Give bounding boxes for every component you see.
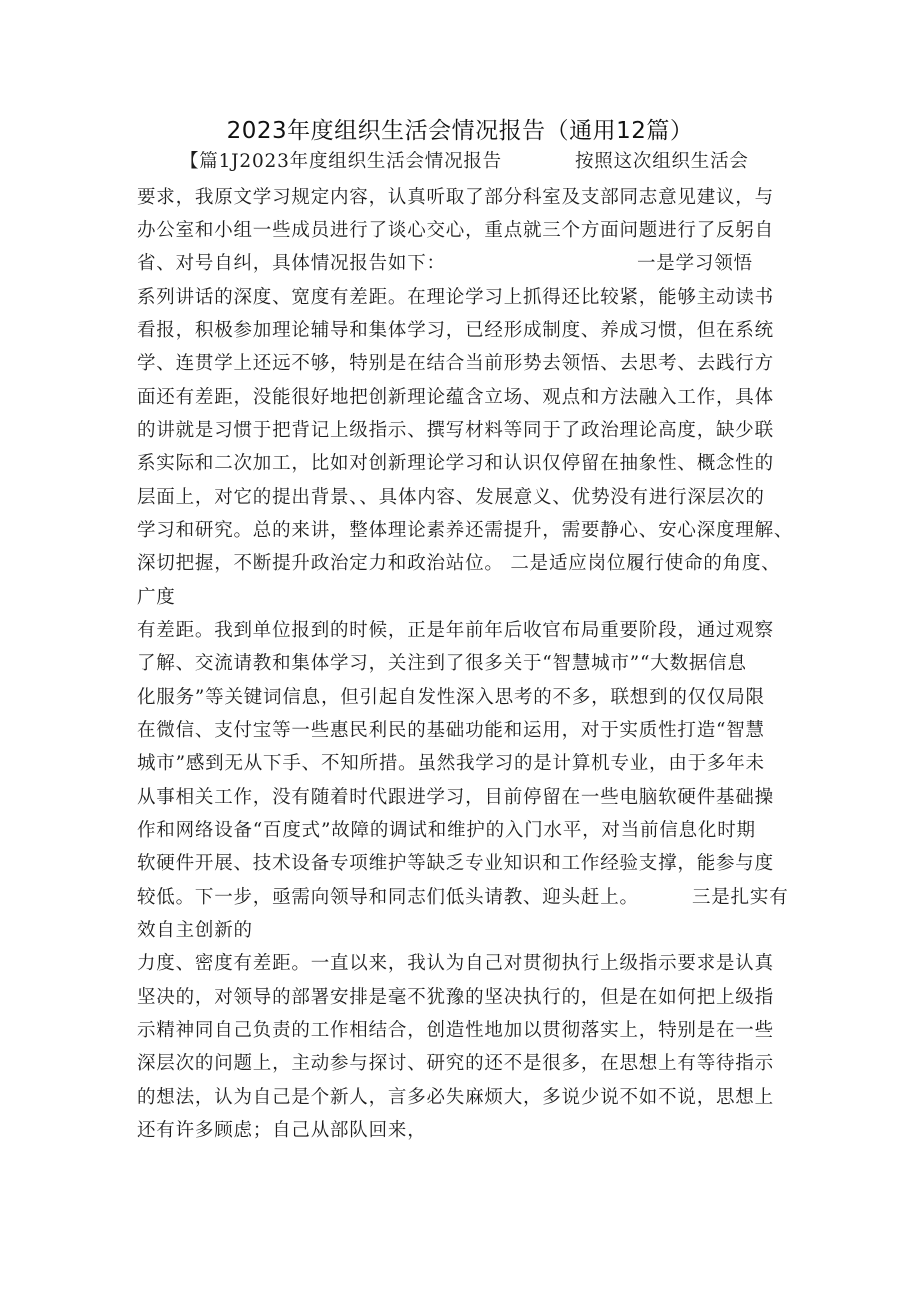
text-line: 办公室和小组一些成员进行了谈心交心，重点就三个方面问题进行了反躬自 — [137, 220, 774, 241]
line-segment: 一是学习领悟 — [637, 253, 753, 274]
text-line: 广度 — [137, 587, 176, 608]
text-line: 深切把握，不断提升政治定力和政治站位。 二是适应岗位履行使命的角度、 — [137, 553, 781, 574]
text-line: 软硬件开展、技术设备专项维护等缺乏专业知识和工作经验支撑，能参与度 — [137, 853, 774, 874]
document-title: 2023年度组织生活会情况报告（通用12篇） — [226, 118, 694, 144]
text-line: 作和网络设备“百度式”故障的调试和维护的入门水平，对当前信息化时期 — [137, 820, 756, 841]
line-segment: 按照这次组织生活会 — [575, 151, 749, 172]
text-line: 层面上，对它的提出背景、、具体内容、发展意义、优势没有进行深层次的 — [137, 487, 765, 508]
text-line: 示精神同自己负责的工作相结合，创造性地加以贯彻落实上，特别是在一些 — [137, 1020, 774, 1041]
text-line: 看报，积极参加理论辅导和集体学习，已经形成制度、养成习惯，但在系统 — [137, 320, 774, 341]
text-line: 要求，我原文学习规定内容，认真听取了部分科室及支部同志意见建议，与 — [137, 187, 774, 208]
line-segment: 三是扎实有 — [692, 887, 789, 908]
text-line: 有差距。我到单位报到的时候，正是年前年后收官布局重要阶段，通过观察 — [137, 620, 774, 641]
text-line: 面还有差距，没能很好地把创新理论蕴含立场、观点和方法融入工作，具体 — [137, 387, 774, 408]
text-line: 的想法，认为自己是个新人，言多必失麻烦大，多说少说不如不说，思想上 — [137, 1087, 774, 1108]
text-line: 从事相关工作，没有随着时代跟进学习，目前停留在一些电脑软硬件基础操 — [137, 787, 774, 808]
text-line: 了解、交流请教和集体学习，关注到了很多关于“智慧城市”“大数据信息 — [137, 653, 747, 674]
text-line: 效自主创新的 — [137, 920, 253, 941]
text-line: 学、连贯学上还远不够，特别是在结合当前形势去领悟、去思考、去践行方 — [137, 353, 774, 374]
line-segment: 省、对号自纠，具体情况报告如下： — [137, 253, 446, 274]
text-line: 系实际和二次加工，比如对创新理论学习和认识仅停留在抽象性、概念性的 — [137, 453, 774, 474]
text-line: 力度、密度有差距。一直以来，我认为自己对贯彻执行上级指示要求是认真 — [137, 953, 774, 974]
line-segment: 较低。下一步，亟需向领导和同志们低头请教、迎头赶上。 — [137, 887, 639, 908]
text-line: 深层次的问题上，主动参与探讨、研究的还不是很多，在思想上有等待指示 — [137, 1053, 774, 1074]
text-line: 城市”感到无从下手、不知所措。虽然我学习的是计算机专业，由于多年未 — [137, 753, 765, 774]
text-line: 化服务”等关键词信息，但引起自发性深入思考的不多，联想到的仅仅局限 — [137, 687, 765, 708]
text-line: 还有许多顾虑；自己从部队回来， — [137, 1120, 427, 1141]
text-line: 在微信、支付宝等一些惠民利民的基础功能和运用，对于实质性打造“智慧 — [137, 720, 765, 741]
text-line: 系列讲话的深度、宽度有差距。在理论学习上抓得还比较紧，能够主动读书 — [137, 287, 774, 308]
line-segment: 【篇1J2023年度组织生活会情况报告 — [180, 151, 502, 172]
text-line: 学习和研究。总的来讲，整体理论素养还需提升，需要静心、安心深度理解、 — [137, 520, 794, 541]
text-line: 坚决的，对领导的部署安排是毫不犹豫的坚决执行的，但是在如何把上级指 — [137, 987, 774, 1008]
text-line: 的讲就是习惯于把背记上级指示、撰写材料等同于了政治理论高度，缺少联 — [137, 420, 774, 441]
